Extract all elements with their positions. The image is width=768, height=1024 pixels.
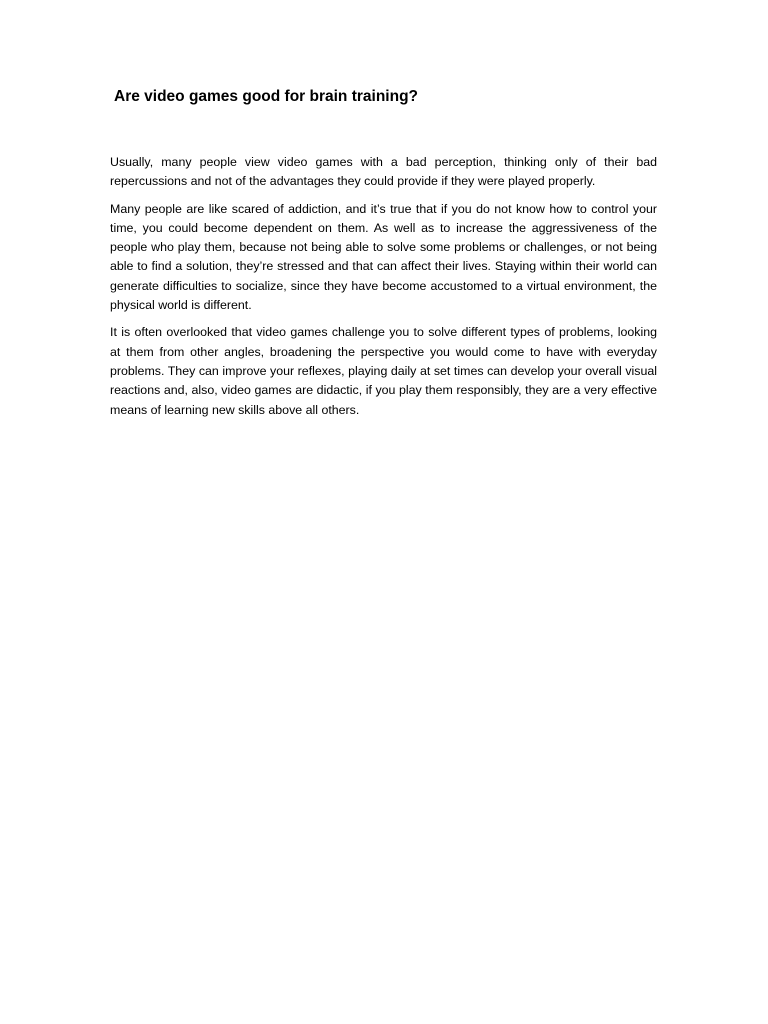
paragraph-disadvantages: Many people are like scared of addiction, and it’s true that if you do not know how to control your time, you could become dependent on them. As well as to increase the aggressiveness of the people who play them, because not being able to solve some problems or challenges, or not being able to find a solution, they’re stressed and that can affect their lives. Staying within their world can generate difficulties to socialize, since they have become accustomed to a virtual environment, the physical world is different. bbox=[110, 201, 657, 313]
document-body bbox=[110, 153, 657, 428]
document-title: Are video games good for brain training? bbox=[114, 88, 419, 105]
paragraph-advantages: It is often overlooked that video games challenge you to solve different types of problems, looking at them from other angles, broadening the perspective you would come to have with everyday problems. They can improve your reflexes, playing daily at set times can develop your overall visual reactions and, also, video games are didactic, if you play them responsibly, they are a very effective means of learning new skills above all others. bbox=[110, 325, 657, 417]
paragraph-intro: Usually, many people view video games with a bad perception, thinking only of their bad repercussions and not of the advantages they could provide if they were played properly. bbox=[110, 155, 657, 189]
